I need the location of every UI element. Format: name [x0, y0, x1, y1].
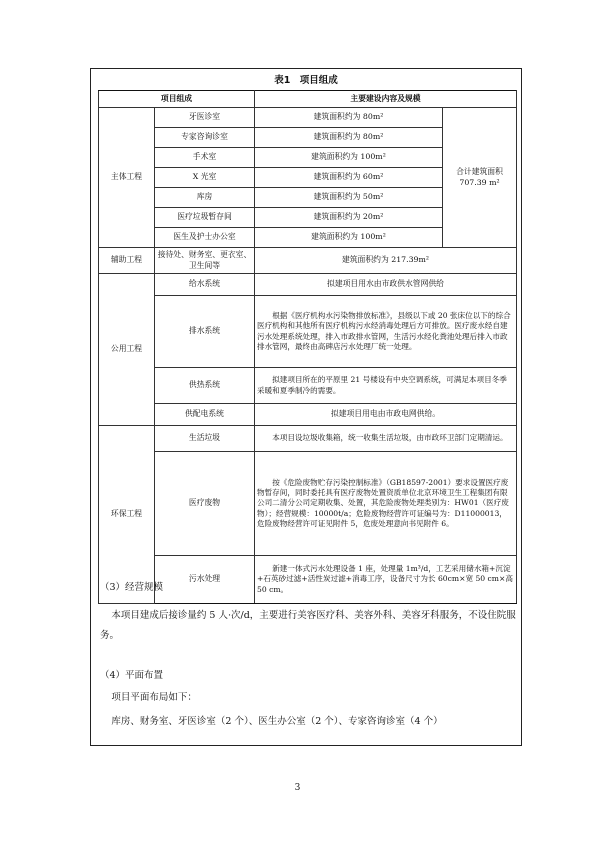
header-content: 主要建设内容及规模 [255, 91, 517, 108]
section3-paragraph: 本项目建成后接诊量约 5 人·次/d，主要进行美容医疗科、美容外科、美容牙科服务，不设住院服务。 [100, 610, 516, 641]
table-cell-name: 库房 [155, 188, 255, 208]
category-main: 主体工程 [99, 108, 155, 248]
table-cell-content: 建筑面积约为 60m² [255, 168, 443, 188]
category-aux: 辅助工程 [99, 248, 155, 274]
table-cell-content: 根据《医疗机构水污染物排放标准》，县级以下或 20 张床位以下的综合医疗机构和其他所有医疗机构污水经消毒处理后方可排放。医疗废水经自建污水处理系统处理，排入市政排水管网，生活污水经化粪池处理后排入市政排水管网，最终由高碑店污水处理厂统一处理。 [255, 296, 517, 368]
table-cell-content: 建筑面积约为 217.39m² [255, 248, 517, 274]
table-cell-name: 医疗废物 [155, 452, 255, 556]
category-utility: 公用工程 [99, 274, 155, 426]
table-cell-name: 接待处、财务室、更衣室、卫生间等 [155, 248, 255, 274]
table-cell-name: 医疗垃圾暂存间 [155, 208, 255, 228]
header-composition: 项目组成 [99, 91, 255, 108]
table-cell-content: 建筑面积约为 100m² [255, 228, 443, 248]
table-cell-name: 供热系统 [155, 368, 255, 404]
table-cell-name: X 光室 [155, 168, 255, 188]
table-cell-content: 新建一体式污水处理设备 1 座，处理量 1m³/d，工艺采用储水箱+沉淀+石英砂过滤+活性炭过滤+消毒工序，设备尺寸为长 60cm×宽 50 cm×高 50 cm。 [255, 556, 517, 604]
table-cell-content: 拟建项目所在的平原里 21 号楼设有中央空调系统，可满足本项目冬季采暖和夏季制冷的需要。 [255, 368, 517, 404]
section4-layout: 库房、财务室、牙医诊室（2 个）、医生办公室（2 个）、专家咨询诊室（4 个） [111, 716, 443, 727]
table-cell-name: 医生及护士办公室 [155, 228, 255, 248]
project-composition-table [98, 90, 517, 604]
table-cell-content: 建筑面积约为 80m² [255, 108, 443, 128]
table-cell-name: 给水系统 [155, 274, 255, 296]
page-number: 3 [294, 783, 301, 793]
table-cell-name: 供配电系统 [155, 404, 255, 426]
table-caption: 表1 项目组成 [274, 75, 338, 86]
table-cell-name: 专家咨询诊室 [155, 128, 255, 148]
table-cell-name: 牙医诊室 [155, 108, 255, 128]
main-total: 合计建筑面积 707.39 m² [443, 108, 517, 248]
table-cell-content: 建筑面积约为 20m² [255, 208, 443, 228]
table-cell-name: 生活垃圾 [155, 426, 255, 452]
table-cell-name: 排水系统 [155, 296, 255, 368]
table-cell-name: 污水处理 [155, 556, 255, 604]
section4-intro: 项目平面布局如下： [111, 692, 197, 703]
table-cell-name: 手术室 [155, 148, 255, 168]
table-cell-content: 拟建项目用水由市政供水管网供给 [255, 274, 517, 296]
table-cell-content: 本项目设垃圾收集箱，统一收集生活垃圾，由市政环卫部门定期清运。 [255, 426, 517, 452]
table-cell-content: 建筑面积约为 50m² [255, 188, 443, 208]
category-env: 环保工程 [99, 426, 155, 604]
table-cell-content: 拟建项目用电由市政电网供给。 [255, 404, 517, 426]
table-cell-content: 按《危险废物贮存污染控制标准》（GB18597-2001）要求设置医疗废物暂存间，同时委托具有医疗废物处置资质单位北京环境卫生工程集团有限公司二清分公司定期收集、处置，其危险废物处理类别为：HW01（医疗废物）；经营规模：10000t/a；危险废物经营许可证编号为：D11000013，危险废物经营许可证见附件 5，危废处理意向书见附件 6。 [255, 452, 517, 556]
section4-heading: （4）平面布置 [100, 670, 164, 681]
table-cell-content: 建筑面积约为 80m² [255, 128, 443, 148]
table-cell-content: 建筑面积约为 100m² [255, 148, 443, 168]
section3-heading: （3）经营规模 [100, 582, 164, 593]
